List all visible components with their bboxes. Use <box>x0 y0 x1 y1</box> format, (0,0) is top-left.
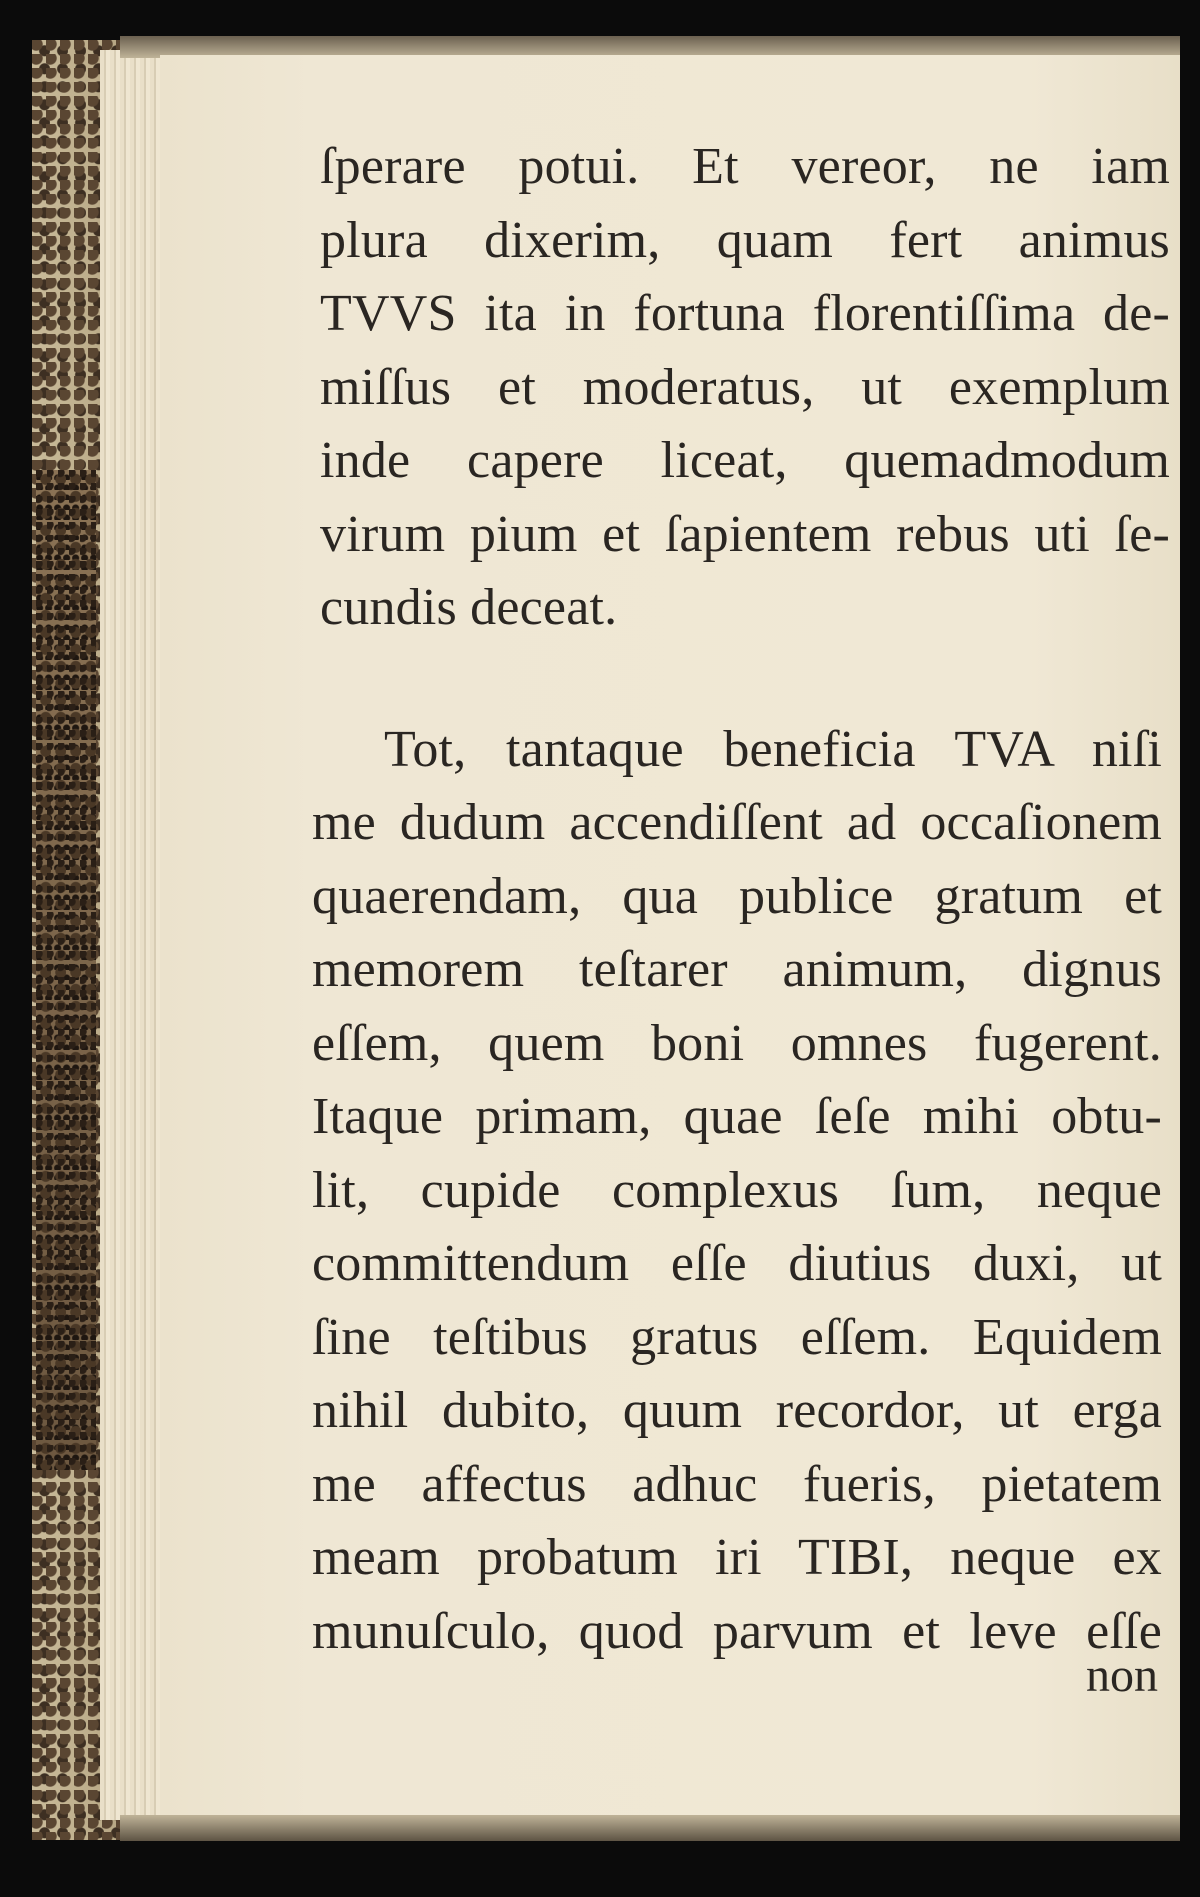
text-line: me dudum accendiſſent ad occaſionem <box>312 794 1162 851</box>
text-line: miſſus et moderatus, ut exemplum <box>320 358 1170 416</box>
text-line: lit, cupide complexus ſum, neque <box>312 1161 1162 1219</box>
text-line: cundis deceat. <box>320 579 618 636</box>
bottom-edge <box>120 1815 1180 1841</box>
text-line: munuſculo, quod parvum et leve eſſe <box>312 1602 1162 1660</box>
text-line: inde capere liceat, quemadmodum <box>320 432 1170 489</box>
text-line: memorem teſtarer animum, dignus <box>312 941 1162 998</box>
text-line: committendum eſſe diutius duxi, ut <box>312 1235 1162 1292</box>
text-line: TVVS ita in fortuna florentiſſima de- <box>320 285 1170 342</box>
text-line: ſperare potui. Et vereor, ne iam <box>320 138 1170 195</box>
marbled-cover-pattern <box>36 470 96 1470</box>
text-line: Itaque primam, quae ſeſe mihi obtu- <box>312 1088 1162 1145</box>
text-line: eſſem, quem boni omnes fugerent. <box>312 1014 1162 1072</box>
paragraph-1 <box>320 130 1170 645</box>
text-line: plura dixerim, quam fert animus <box>320 211 1170 269</box>
text-line: Tot, tantaque beneficia TVA niſi <box>384 720 1162 778</box>
catchword: non <box>1086 1649 1158 1702</box>
text-line: virum pium et ſapientem rebus uti ſe- <box>320 505 1170 563</box>
text-line: me affectus adhuc fueris, pietatem <box>312 1455 1162 1513</box>
text-line: quaerendam, qua publice gratum et <box>312 867 1162 925</box>
page-text <box>312 130 1170 1668</box>
paragraph-2 <box>312 713 1170 1669</box>
text-line: nihil dubito, quum recordor, ut erga <box>312 1382 1162 1439</box>
text-line: ſine teſtibus gratus eſſem. Equidem <box>312 1308 1162 1366</box>
text-line: meam probatum iri TIBI, neque ex <box>312 1529 1162 1586</box>
